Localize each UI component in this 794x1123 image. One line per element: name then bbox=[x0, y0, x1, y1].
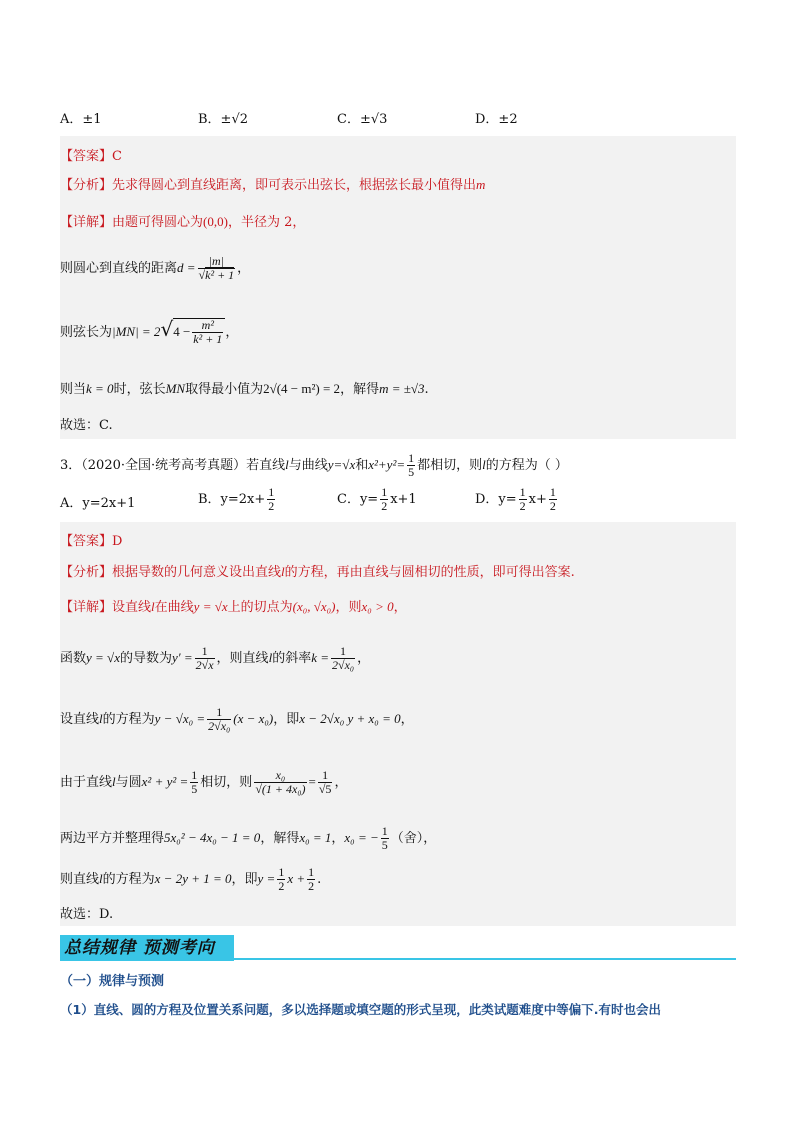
detail-text: 的导数为 bbox=[119, 651, 172, 666]
section-banner: 总结规律 预测考向 bbox=[60, 935, 234, 961]
choice-a: A．±1 bbox=[60, 112, 102, 127]
fraction-num: 1 bbox=[519, 485, 526, 499]
detail-text: 取得最小值为 bbox=[185, 382, 264, 397]
detail-text-2: ，半径为 2， bbox=[227, 215, 306, 230]
math-var: MN bbox=[165, 381, 186, 396]
math-result: m = ±√3 bbox=[379, 381, 425, 396]
fraction-num: 1 bbox=[308, 865, 315, 879]
stem-text: 与曲线 bbox=[288, 458, 328, 473]
choice-c bbox=[337, 486, 417, 513]
choice-text: C．y= bbox=[337, 492, 379, 507]
detail-text: 由题可得圆心为 bbox=[112, 215, 204, 230]
summary-paragraph: （1）直线、圆的方程及位置关系问题，多以选择题或填空题的形式呈现，此类试题难度中等偏下.有时也会出 bbox=[60, 1002, 661, 1017]
detail-text: ，则 bbox=[335, 600, 362, 615]
fraction-num: 1 bbox=[191, 768, 198, 782]
math-circle: x²+y²= bbox=[368, 457, 406, 472]
fraction-den: √(1 + 4x₀) bbox=[255, 782, 306, 796]
punct: ， bbox=[331, 831, 345, 846]
fraction-den: 2 bbox=[268, 499, 275, 513]
q3-detail-2 bbox=[60, 645, 370, 672]
fraction-den: 2√x₀ bbox=[332, 658, 355, 672]
fraction-den: k² + 1 bbox=[193, 332, 223, 346]
punct: ， bbox=[334, 775, 348, 790]
q3-analysis bbox=[60, 561, 575, 580]
fraction bbox=[207, 706, 231, 733]
fraction bbox=[519, 486, 527, 513]
analysis-tag: 【分析】 bbox=[60, 565, 113, 580]
fraction-num: x₀ bbox=[254, 769, 306, 783]
stem-text: 和 bbox=[355, 458, 369, 473]
fraction-den: 2 bbox=[278, 879, 285, 893]
analysis-text: 的方程，再由直线与圆相切的性质，即可得出答案. bbox=[284, 565, 575, 580]
fraction bbox=[254, 769, 306, 796]
math-var: l bbox=[285, 457, 289, 472]
fraction-num: 1 bbox=[549, 485, 556, 499]
fraction bbox=[195, 645, 215, 672]
q2-detail-3 bbox=[60, 317, 238, 346]
fraction bbox=[331, 645, 355, 672]
math-lhs: y − √x₀ = bbox=[154, 711, 206, 726]
fraction bbox=[267, 486, 275, 513]
detail-text: ，解得 bbox=[260, 831, 300, 846]
detail-tag: 【详解】 bbox=[60, 600, 113, 615]
detail-tag: 【详解】 bbox=[60, 215, 113, 230]
stem-text: 的方程为（ ） bbox=[485, 458, 568, 473]
detail-text: ，即 bbox=[273, 712, 300, 727]
math-cond: k = 0 bbox=[86, 381, 114, 396]
choice-d bbox=[475, 486, 559, 513]
math-eq: x − 2y + 1 = 0 bbox=[154, 871, 232, 886]
detail-text: 则圆心到直线的距离 bbox=[60, 261, 178, 276]
choice-text: x+ bbox=[528, 492, 547, 507]
punct: ， bbox=[400, 712, 414, 727]
math-curve: y=√x bbox=[327, 457, 356, 472]
fraction-num: 1 bbox=[318, 769, 333, 783]
q3-detail-5 bbox=[60, 825, 436, 852]
detail-text: 上的切点为 bbox=[227, 600, 293, 615]
fraction bbox=[190, 769, 198, 796]
detail-text: ，则直线 bbox=[216, 651, 269, 666]
punct: ， bbox=[237, 261, 251, 276]
math-text: 4 − bbox=[173, 324, 191, 339]
fraction-num: |m| bbox=[198, 255, 236, 269]
subheading: （一）规律与预测 bbox=[60, 974, 165, 989]
math-lhs: y = bbox=[257, 871, 276, 886]
math-var: l bbox=[99, 871, 103, 886]
fraction-den: √k² + 1 bbox=[198, 268, 235, 282]
detail-text: 两边平方并整理得 bbox=[60, 831, 165, 846]
math-expr: 2√(4 − m²) = 2 bbox=[263, 381, 341, 396]
fraction-den: 2 bbox=[519, 499, 526, 513]
analysis-tag: 【分析】 bbox=[60, 178, 113, 193]
detail-text: 相切，则 bbox=[200, 775, 253, 790]
sqrt-body: k² + 1 bbox=[205, 268, 235, 282]
choice-b bbox=[198, 486, 277, 513]
fraction-den: 2√x bbox=[195, 658, 214, 672]
math-var: l bbox=[151, 599, 155, 614]
math-text: x + bbox=[287, 871, 306, 886]
sqrt-body bbox=[173, 318, 225, 346]
fraction-num: 1 bbox=[207, 706, 231, 720]
choice-text: B．y=2x+ bbox=[198, 492, 266, 507]
detail-text: ，解得 bbox=[340, 382, 380, 397]
analysis-text: 先求得圆心到直线距离，即可表示出弦长，根据弦长最小值得出 bbox=[112, 178, 477, 193]
punct: . bbox=[424, 382, 429, 397]
fraction bbox=[198, 255, 236, 282]
punct: ， bbox=[357, 651, 371, 666]
math-lhs: |MN| = 2 bbox=[112, 324, 161, 339]
detail-text: 的方程为 bbox=[102, 872, 155, 887]
fraction-den: 5 bbox=[191, 782, 198, 796]
q2-detail-2 bbox=[60, 255, 250, 282]
math-var: l bbox=[281, 564, 285, 579]
q3-stem bbox=[60, 452, 568, 479]
q3-detail-3 bbox=[60, 706, 414, 733]
fraction-num: 1 bbox=[408, 451, 415, 465]
fraction bbox=[277, 866, 285, 893]
detail-text: 的斜率 bbox=[272, 651, 312, 666]
stem-text: 都相切，则 bbox=[417, 458, 483, 473]
math-var: l bbox=[112, 774, 116, 789]
fraction-den: 2 bbox=[549, 499, 556, 513]
q2-conclusion: 故选：C. bbox=[60, 418, 113, 433]
fraction-num: 1 bbox=[268, 485, 275, 499]
detail-text: 则当 bbox=[60, 382, 87, 397]
math-point: (x₀, √x₀) bbox=[292, 599, 336, 614]
punct: . bbox=[317, 872, 322, 887]
answer-value: D bbox=[112, 534, 123, 549]
q2-detail-4 bbox=[60, 378, 429, 397]
math-var: l bbox=[482, 457, 486, 472]
fraction-den: 2 bbox=[381, 499, 388, 513]
fraction-den: 2√x₀ bbox=[208, 719, 231, 733]
fraction bbox=[381, 825, 389, 852]
math-circle: x² + y² = bbox=[141, 774, 189, 789]
choice-text: x+1 bbox=[390, 492, 417, 507]
fraction-num: 1 bbox=[278, 865, 285, 879]
math-var: l bbox=[99, 711, 103, 726]
detail-text: ，即 bbox=[231, 872, 258, 887]
detail-text: 时，弦长 bbox=[113, 382, 166, 397]
fraction bbox=[407, 452, 415, 479]
math-fn: y = √x bbox=[86, 650, 120, 665]
analysis-text: 根据导数的几何意义设出直线 bbox=[112, 565, 282, 580]
math-curve: y = √x bbox=[193, 599, 228, 614]
analysis-var: m bbox=[476, 177, 486, 192]
fraction-den: 5 bbox=[408, 465, 415, 479]
detail-text: 的方程为 bbox=[102, 712, 155, 727]
math-root: x₀ = − bbox=[344, 830, 379, 845]
math-rhs: (x − x₀) bbox=[233, 711, 274, 726]
math-var: l bbox=[268, 650, 273, 665]
math-root: x₀ = 1 bbox=[299, 830, 332, 845]
choice-b: B．±√2 bbox=[198, 112, 249, 127]
center-point: (0,0) bbox=[203, 214, 228, 229]
fraction-num: m² bbox=[192, 319, 223, 333]
q3-detail-6 bbox=[60, 866, 321, 893]
answer-tag: 【答案】 bbox=[60, 149, 113, 164]
fraction-num: 1 bbox=[331, 645, 355, 659]
fraction bbox=[380, 486, 388, 513]
sqrt-sign: √ bbox=[160, 317, 174, 341]
q2-answer bbox=[60, 145, 122, 164]
detail-text: 函数 bbox=[60, 651, 87, 666]
detail-text: 设直线 bbox=[60, 712, 100, 727]
math-lhs: k = bbox=[311, 650, 329, 665]
math-eq: x − 2√x₀ y + x₀ = 0 bbox=[299, 711, 401, 726]
fraction bbox=[318, 769, 333, 796]
detail-text: 由于直线 bbox=[60, 775, 113, 790]
punct: ， bbox=[225, 325, 239, 340]
detail-text: 在曲线 bbox=[154, 600, 194, 615]
choice-c: C．±√3 bbox=[337, 112, 388, 127]
fraction bbox=[192, 319, 223, 346]
q3-detail-4 bbox=[60, 769, 347, 796]
math-cond: x₀ > 0 bbox=[361, 599, 394, 614]
fraction-num: 1 bbox=[381, 824, 388, 838]
math-lhs: d = bbox=[177, 260, 196, 275]
stem-text: 3．（2020·全国·统考高考真题）若直线 bbox=[60, 458, 286, 473]
answer-value: C bbox=[112, 149, 122, 164]
choice-text: D．y= bbox=[475, 492, 517, 507]
fraction bbox=[307, 866, 315, 893]
q3-answer bbox=[60, 530, 122, 549]
detail-text: （舍）， bbox=[390, 831, 437, 846]
math-lhs: y′ = bbox=[171, 650, 193, 665]
q2-analysis bbox=[60, 174, 485, 193]
fraction-den: 2 bbox=[308, 879, 315, 893]
choice-a: A．y=2x+1 bbox=[60, 496, 136, 511]
answer-tag: 【答案】 bbox=[60, 534, 113, 549]
q2-detail-1 bbox=[60, 211, 305, 230]
math-eq: = bbox=[308, 774, 316, 789]
punct: ， bbox=[393, 600, 407, 615]
banner-rule bbox=[230, 958, 736, 960]
fraction-num: 1 bbox=[195, 645, 215, 659]
fraction-den: 5 bbox=[381, 838, 388, 852]
detail-text: 与圆 bbox=[115, 775, 142, 790]
q3-conclusion: 故选：D. bbox=[60, 907, 114, 922]
fraction-num: 1 bbox=[381, 485, 388, 499]
detail-text: 则直线 bbox=[60, 872, 100, 887]
fraction-den: √5 bbox=[318, 782, 332, 796]
fraction bbox=[549, 486, 557, 513]
choice-d: D．±2 bbox=[475, 112, 518, 127]
q3-detail-1 bbox=[60, 596, 407, 615]
math-eq: 5x₀² − 4x₀ − 1 = 0 bbox=[164, 830, 261, 845]
detail-text: 设直线 bbox=[112, 600, 152, 615]
detail-text: 则弦长为 bbox=[60, 325, 113, 340]
